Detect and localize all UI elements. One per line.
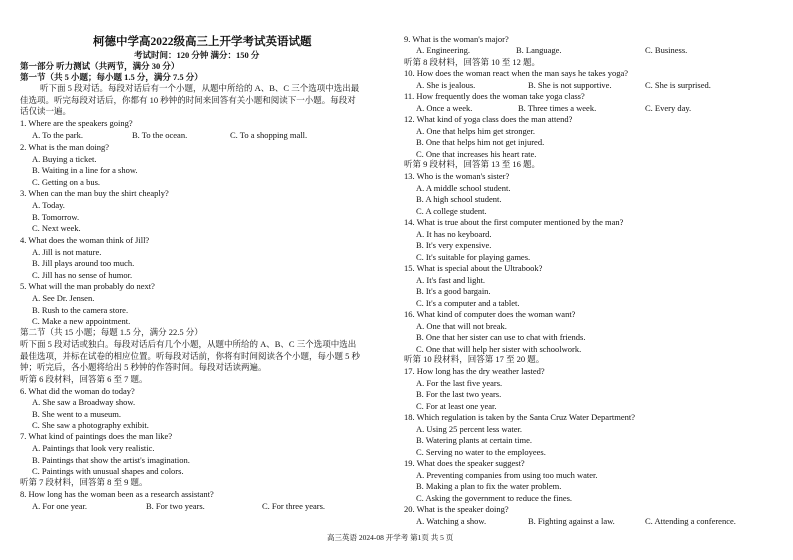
question: 8. How long has the woman been as a research assistant? <box>20 489 214 499</box>
question: 9. What is the woman's major? <box>404 34 509 44</box>
page-footer: 高三英语 2024-08 开学考 第1页 共 5 页 <box>327 533 454 542</box>
option: A. Using 25 percent less water. <box>416 424 522 434</box>
option: B. Making a plan to fix the water problem. <box>416 481 562 491</box>
option: A. To the park. <box>32 130 83 140</box>
option: A. Watching a show. <box>416 516 487 526</box>
option: B. It's a good bargain. <box>416 286 491 296</box>
material-heading: 听第 10 段材料，回答第 17 至 20 题。 <box>404 354 545 364</box>
option: A. She is jealous. <box>416 80 476 90</box>
option: C. Jill has no sense of humor. <box>32 270 133 280</box>
option: C. Make a new appointment. <box>32 316 131 326</box>
option: C. A college student. <box>416 206 487 216</box>
question: 2. What is the man doing? <box>20 142 110 152</box>
option: B. It's very expensive. <box>416 240 492 250</box>
question: 6. What did the woman do today? <box>20 386 135 396</box>
option: B. One that her sister can use to chat with friends. <box>416 332 586 342</box>
option: A. Buying a ticket. <box>32 154 97 164</box>
option: A. One that will not break. <box>416 321 507 331</box>
option: B. Rush to the camera store. <box>32 305 129 315</box>
option: B. For the last two years. <box>416 389 502 399</box>
option: C. To a shopping mall. <box>230 130 308 140</box>
question: 14. What is true about the first computer mentioned by the man? <box>404 217 624 227</box>
question: 16. What kind of computer does the woman want? <box>404 309 576 319</box>
option: A. She saw a Broadway show. <box>32 397 136 407</box>
section2-instruction: 听下面 5 段对话或独白。每段对话后有几个小题，从题中所给的 A、B、C 三个选项中选出 <box>20 339 357 349</box>
option: A. It has no keyboard. <box>416 229 492 239</box>
option: A. For the last five years. <box>416 378 503 388</box>
option: A. Once a week. <box>416 103 473 113</box>
option: C. Serving no water to the employees. <box>416 447 546 457</box>
page-title: 柯德中学高2022级高三上开学考试英语试题 <box>93 36 312 48</box>
option: A. For one year. <box>32 501 88 511</box>
material-heading: 听第 6 段材料，回答第 6 至 7 题。 <box>20 374 148 384</box>
question: 4. What does the woman think of Jill? <box>20 235 150 245</box>
option: B. Three times a week. <box>518 103 597 113</box>
section2-heading: 第二节（共 15 小题；每题 1.5 分，满分 22.5 分） <box>20 327 203 337</box>
question: 20. What is the speaker doing? <box>404 504 509 514</box>
option: A. It's fast and light. <box>416 275 486 285</box>
option: C. She saw a photography exhibit. <box>32 420 149 430</box>
option: C. One that increases his heart rate. <box>416 149 537 159</box>
option: C. Next week. <box>32 223 81 233</box>
section2-instruction: 钟；听完后，各小题将给出 5 秒钟的作答时间。每段对话读两遍。 <box>20 362 267 372</box>
option: C. Paintings with unusual shapes and colors. <box>32 466 184 476</box>
question: 13. Who is the woman's sister? <box>404 171 510 181</box>
question: 5. What will the man probably do next? <box>20 281 155 291</box>
section1-instruction: 话仅读一遍。 <box>20 106 72 116</box>
option: C. For at least one year. <box>416 401 497 411</box>
option: C. It's a computer and a tablet. <box>416 298 520 308</box>
option: A. Jill is not mature. <box>32 247 102 257</box>
material-heading: 听第 8 段材料，回答第 10 至 12 题。 <box>404 57 541 67</box>
option: B. Waiting in a line for a show. <box>32 165 138 175</box>
option: C. Getting on a bus. <box>32 177 100 187</box>
option: A. A middle school student. <box>416 183 511 193</box>
option: C. Business. <box>645 45 688 55</box>
option: C. Asking the government to reduce the fines. <box>416 493 573 503</box>
question: 17. How long has the dry weather lasted? <box>404 366 545 376</box>
option: B. Language. <box>516 45 562 55</box>
option: B. She went to a museum. <box>32 409 122 419</box>
option: C. It's suitable for playing games. <box>416 252 531 262</box>
option: B. A high school student. <box>416 194 502 204</box>
material-heading: 听第 9 段材料，回答第 13 至 16 题。 <box>404 159 541 169</box>
option: B. Watering plants at certain time. <box>416 435 532 445</box>
question: 12. What kind of yoga class does the man attend? <box>404 114 573 124</box>
option: A. Paintings that look very realistic. <box>32 443 155 453</box>
option: C. Attending a conference. <box>645 516 736 526</box>
question: 3. When can the man buy the shirt cheaply? <box>20 188 169 198</box>
option: B. Jill plays around too much. <box>32 258 135 268</box>
section1-instruction: 听下面 5 段对话。每段对话后有一个小题，从题中所给的 A、B、C 三个选项中选出最 <box>40 83 360 93</box>
option: A. One that helps him get stronger. <box>416 126 535 136</box>
option: A. Engineering. <box>416 45 471 55</box>
option: B. For two years. <box>146 501 205 511</box>
question: 7. What kind of paintings does the man like? <box>20 431 173 441</box>
section1-heading: 第一节（共 5 小题；每小题 1.5 分，满分 7.5 分） <box>20 72 203 82</box>
option: C. She is surprised. <box>645 80 711 90</box>
option: B. One that helps him not get injured. <box>416 137 545 147</box>
option: A. Today. <box>32 200 65 210</box>
option: B. Fighting against a law. <box>528 516 615 526</box>
exam-info: 考试时间：120 分钟 满分：150 分 <box>134 50 260 60</box>
section1-instruction: 佳选项。听完每段对话后，你都有 10 秒钟的时间来回答有关小题和阅读下一小题。每段对 <box>20 95 356 105</box>
option: B. Paintings that show the artist's imagination. <box>32 455 190 465</box>
option: A. Preventing companies from using too much water. <box>416 470 598 480</box>
option: C. Every day. <box>645 103 692 113</box>
material-heading: 听第 7 段材料，回答第 8 至 9 题。 <box>20 477 148 487</box>
option: A. See Dr. Jensen. <box>32 293 95 303</box>
option: B. To the ocean. <box>132 130 188 140</box>
question: 15. What is special about the Ultrabook? <box>404 263 543 273</box>
question: 11. How frequently does the woman take yoga class? <box>404 91 585 101</box>
question: 1. Where are the speakers going? <box>20 118 133 128</box>
option: B. She is not supportive. <box>528 80 612 90</box>
section2-instruction: 最佳选项，并标在试卷的相应位置。听每段对话前，你将有时间阅读各个小题，每小题 5 秒 <box>20 351 361 361</box>
question: 19. What does the speaker suggest? <box>404 458 525 468</box>
option: C. One that will help her sister with schoolwork. <box>416 344 582 354</box>
option: B. Tomorrow. <box>32 212 80 222</box>
option: C. For three years. <box>262 501 326 511</box>
question: 18. Which regulation is taken by the Santa Cruz Water Department? <box>404 412 636 422</box>
question: 10. How does the woman react when the man says he takes yoga? <box>404 68 629 78</box>
part1-heading: 第一部分 听力测试（共两节，满分 30 分） <box>20 61 180 71</box>
